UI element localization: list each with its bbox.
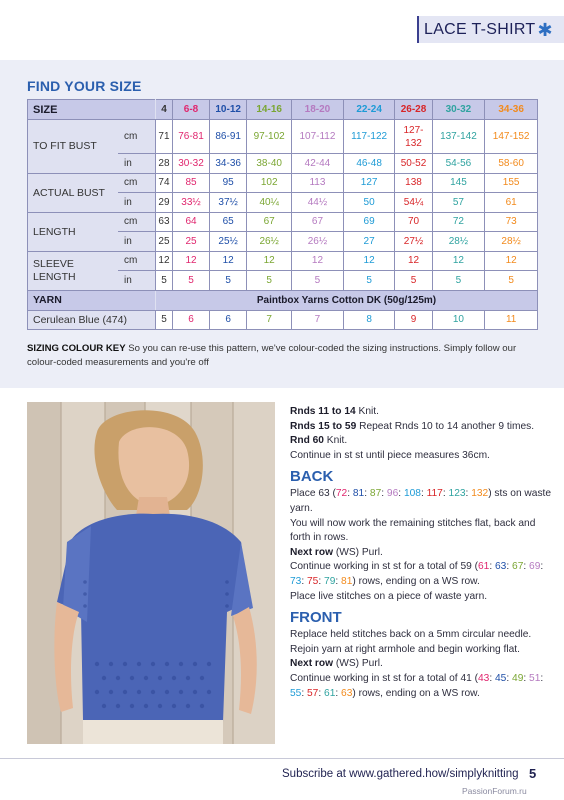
table-cell: 46-48 (343, 154, 395, 174)
table-cell: 65 (210, 212, 247, 232)
table-cell: 61 (485, 193, 538, 213)
separator: : (364, 488, 370, 500)
table-cell: 5 (343, 271, 395, 291)
table-cell: 38-40 (247, 154, 292, 174)
separator: : (506, 672, 513, 684)
yarn-color-label: Cerulean Blue (474) (28, 310, 156, 330)
bust-cm-row (28, 120, 538, 154)
table-cell: 63 (156, 212, 173, 232)
model-photo-illustration (27, 402, 275, 744)
size-count: 79 (324, 575, 336, 587)
table-cell: 5 (172, 271, 209, 291)
size-col-header: 6-8 (172, 100, 209, 120)
size-count: 61 (324, 687, 336, 699)
instructions-column (290, 405, 552, 701)
table-cell: 137-142 (432, 120, 485, 154)
table-cell: 28½ (485, 232, 538, 252)
size-count: 96 (386, 488, 399, 500)
size-count: 63 (495, 561, 507, 573)
table-cell: 85 (172, 173, 209, 193)
table-cell: 12 (395, 251, 432, 271)
yarn-row (28, 290, 538, 310)
pattern-title: LACE T-SHIRT (424, 20, 536, 38)
size-col-header: 18-20 (292, 100, 344, 120)
table-cell: 5 (156, 310, 173, 330)
table-cell: 27 (343, 232, 395, 252)
table-cell: 12 (343, 251, 395, 271)
table-cell: 9 (395, 310, 432, 330)
table-cell: 12 (172, 251, 209, 271)
table-cell: 5 (156, 271, 173, 291)
text-run: ) sts on waste yarn. (290, 488, 552, 514)
table-cell: 12 (156, 251, 173, 271)
separator: : (540, 672, 544, 684)
footer-divider (0, 758, 564, 759)
table-cell: 12 (485, 251, 538, 271)
table-cell: 30-32 (172, 154, 209, 174)
text-run: ) rows, ending on a WS row. (352, 687, 480, 699)
back-heading: BACK (290, 468, 334, 486)
table-cell: 145 (432, 173, 485, 193)
instruction-line (290, 434, 552, 449)
colour-coded-counts (336, 488, 488, 499)
size-col-header: 4 (156, 100, 173, 120)
sizing-colour-key (27, 342, 547, 370)
table-cell: 117-122 (343, 120, 395, 154)
table-cell: 58-60 (485, 154, 538, 174)
size-col-header: 34-36 (485, 100, 538, 120)
size-count: 73 (290, 575, 302, 587)
separator: : (442, 488, 449, 500)
size-col-header: 22-24 (343, 100, 395, 120)
size-count: 45 (495, 672, 507, 684)
separator: : (301, 575, 308, 587)
sleeve-cm-row (28, 251, 538, 271)
instruction-line (290, 405, 552, 420)
subscribe-link[interactable]: Subscribe at www.gathered.how/simplyknitting (282, 768, 519, 780)
size-count: 132 (471, 488, 489, 500)
separator: : (398, 488, 404, 500)
unit-cm: cm (118, 173, 156, 193)
separator: : (335, 687, 342, 699)
size-count: 49 (512, 672, 524, 684)
table-cell: 26½ (292, 232, 344, 252)
row-label: Next row (290, 658, 334, 670)
actual-cm-row (28, 173, 538, 193)
model-photo (27, 402, 275, 744)
table-cell: 12 (292, 251, 344, 271)
separator: : (465, 488, 472, 500)
row-label: Rnds 11 to 14 (290, 406, 356, 417)
size-heading: FIND YOUR SIZE (27, 78, 142, 94)
table-cell: 50-52 (395, 154, 432, 174)
separator: : (347, 488, 353, 500)
table-cell: 72 (432, 212, 485, 232)
table-cell: 5 (247, 271, 292, 291)
unit-in: in (118, 154, 156, 174)
row-text: (WS) Purl. (333, 546, 383, 558)
table-cell: 86-91 (210, 120, 247, 154)
separator: : (318, 575, 325, 587)
table-cell: 57 (432, 193, 485, 213)
table-cell: 73 (485, 212, 538, 232)
size-count: 87 (369, 488, 382, 500)
unit-cm: cm (118, 120, 156, 154)
row-label: Next row (290, 546, 334, 558)
table-cell: 28½ (432, 232, 485, 252)
table-cell: 7 (247, 310, 292, 330)
size-count: 61 (478, 561, 490, 573)
row-label: Rnds 15 to 59 (290, 420, 357, 432)
pattern-title-tag (417, 16, 564, 43)
row-text: Knit. (323, 435, 348, 447)
actual-bust-label: ACTUAL BUST (28, 173, 118, 212)
separator: : (506, 561, 513, 573)
table-cell: 33½ (172, 193, 209, 213)
size-count: 69 (529, 561, 541, 573)
size-col-header: 26-28 (395, 100, 432, 120)
instruction-line: You will now work the remaining stitches flat, back and forth in rows. (290, 517, 536, 544)
table-cell: 54-56 (432, 154, 485, 174)
table-cell: 27½ (395, 232, 432, 252)
unit-cm: cm (118, 251, 156, 271)
page-number: 5 (529, 766, 537, 781)
table-cell: 67 (247, 212, 292, 232)
table-cell: 7 (292, 310, 344, 330)
size-count: 81 (352, 488, 365, 500)
table-cell: 71 (156, 120, 173, 154)
back-cast-line (290, 487, 552, 516)
table-cell: 29 (156, 193, 173, 213)
size-count: 63 (341, 687, 353, 699)
size-count: 72 (335, 488, 348, 500)
separator: : (335, 575, 342, 587)
size-count: 75 (307, 575, 319, 587)
size-count: 51 (529, 672, 541, 684)
unit-in: in (118, 271, 156, 291)
size-col-header: 10-12 (210, 100, 247, 120)
text-run: Place 63 ( (290, 488, 336, 500)
length-label: LENGTH (28, 212, 118, 251)
table-cell: 26½ (247, 232, 292, 252)
size-count: 67 (512, 561, 524, 573)
text-run: Continue working in st st for a total of 59 ( (290, 561, 478, 573)
table-cell: 11 (485, 310, 538, 330)
instruction-line (290, 657, 552, 672)
separator: : (540, 561, 544, 573)
separator: : (301, 687, 308, 699)
table-cell: 5 (292, 271, 344, 291)
unit-in: in (118, 232, 156, 252)
table-cell: 74 (156, 173, 173, 193)
table-cell: 42-44 (292, 154, 344, 174)
table-cell: 25 (156, 232, 173, 252)
table-cell: 64 (172, 212, 209, 232)
yarn-label: YARN (28, 290, 156, 310)
table-cell: 76-81 (172, 120, 209, 154)
table-cell: 40¼ (247, 193, 292, 213)
table-cell: 50 (343, 193, 395, 213)
row-text: Repeat Rnds 10 to 14 another 9 times. (356, 420, 535, 432)
table-cell: 6 (172, 310, 209, 330)
row-text: Knit. (355, 406, 379, 417)
unit-cm: cm (118, 212, 156, 232)
key-text: So you can re-use this pattern, we've colour-coded the sizing instructions. Simply follow our colour-coded measurements and you're off (27, 343, 517, 368)
table-cell: 138 (395, 173, 432, 193)
table-cell: 8 (343, 310, 395, 330)
instruction-line (290, 420, 552, 435)
table-cell: 37½ (210, 193, 247, 213)
separator: : (420, 488, 427, 500)
table-cell: 10 (432, 310, 485, 330)
table-cell: 44½ (292, 193, 344, 213)
star-icon: ✱ (537, 19, 553, 40)
row-text: (WS) Purl. (333, 658, 383, 670)
size-col-header: 30-32 (432, 100, 485, 120)
table-cell: 127- 132 (395, 120, 432, 154)
separator: : (318, 687, 325, 699)
table-cell: 34-36 (210, 154, 247, 174)
bust-label: TO FIT BUST (28, 120, 118, 174)
instruction-line: Continue in st st until piece measures 36cm. (290, 449, 490, 461)
size-count: 43 (478, 672, 490, 684)
size-col-header: 14-16 (247, 100, 292, 120)
length-cm-row (28, 212, 538, 232)
instruction-line (290, 672, 552, 701)
table-cell: 97-102 (247, 120, 292, 154)
size-header-row (28, 100, 538, 120)
row-label: Rnd 60 (290, 435, 324, 447)
key-title: SIZING COLOUR KEY (27, 343, 126, 354)
size-table (27, 99, 538, 330)
table-cell: 113 (292, 173, 344, 193)
size-count: 55 (290, 687, 302, 699)
separator: : (489, 672, 496, 684)
instruction-line (290, 546, 552, 561)
yarn-name: Paintbox Yarns Cotton DK (50g/125m) (156, 290, 538, 310)
size-count: 81 (341, 575, 353, 587)
size-label: SIZE (28, 100, 156, 120)
table-cell: 155 (485, 173, 538, 193)
table-cell: 12 (247, 251, 292, 271)
table-cell: 107-112 (292, 120, 344, 154)
yarn-balls-row (28, 310, 538, 330)
table-cell: 54¼ (395, 193, 432, 213)
separator: : (523, 672, 530, 684)
instruction-line: Place live stitches on a piece of waste yarn. (290, 590, 488, 602)
table-cell: 147-152 (485, 120, 538, 154)
table-cell: 25½ (210, 232, 247, 252)
separator: : (381, 488, 387, 500)
size-count: 57 (307, 687, 319, 699)
table-cell: 95 (210, 173, 247, 193)
table-cell: 12 (210, 251, 247, 271)
size-count: 117 (426, 488, 443, 500)
size-count: 108 (403, 488, 421, 500)
separator: : (523, 561, 530, 573)
unit-in: in (118, 193, 156, 213)
sleeve-length-label: SLEEVE LENGTH (28, 251, 118, 290)
table-cell: 6 (210, 310, 247, 330)
watermark: PassionForum.ru (462, 786, 527, 796)
table-cell: 28 (156, 154, 173, 174)
instruction-line: Replace held stitches back on a 5mm circular needle. Rejoin yarn at right armhole and begin working flat. (290, 629, 532, 655)
table-cell: 69 (343, 212, 395, 232)
table-cell: 5 (432, 271, 485, 291)
separator: : (489, 561, 496, 573)
table-cell: 25 (172, 232, 209, 252)
table-cell: 5 (210, 271, 247, 291)
text-run: Continue working in st st for a total of 41 ( (290, 672, 478, 684)
table-cell: 5 (485, 271, 538, 291)
table-cell: 12 (432, 251, 485, 271)
table-cell: 70 (395, 212, 432, 232)
table-cell: 127 (343, 173, 395, 193)
front-heading: FRONT (290, 609, 342, 627)
table-cell: 102 (247, 173, 292, 193)
table-cell: 67 (292, 212, 344, 232)
instruction-line (290, 560, 552, 589)
size-count: 123 (448, 488, 466, 500)
text-run: ) rows, ending on a WS row. (352, 575, 480, 587)
table-cell: 5 (395, 271, 432, 291)
